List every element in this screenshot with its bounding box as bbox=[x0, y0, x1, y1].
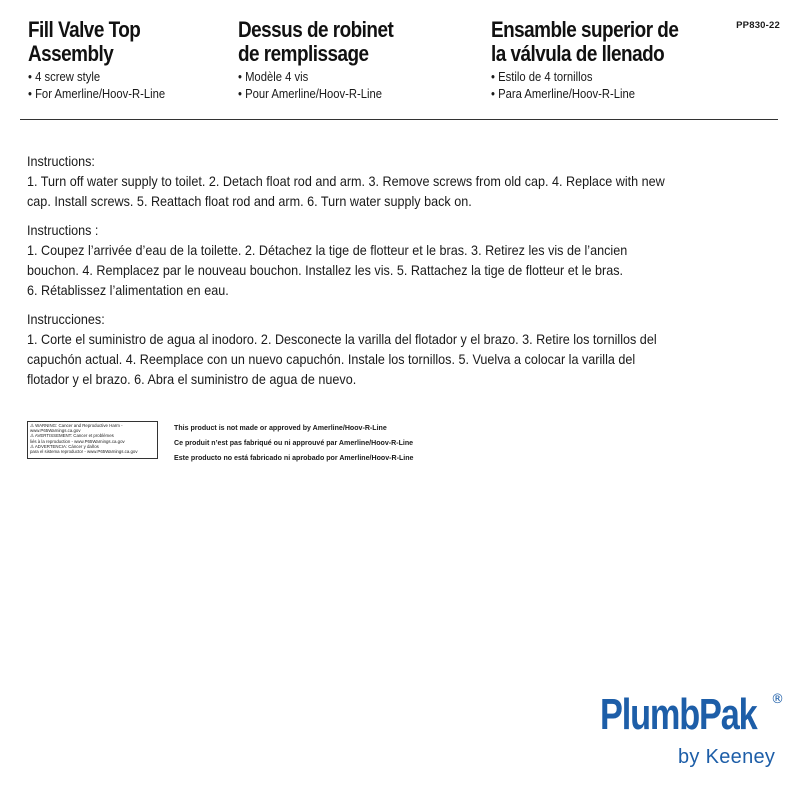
instructions-spanish bbox=[27, 309, 757, 389]
warning-line: liés à la reproduction - www.P65Warnings.ca.gov bbox=[30, 438, 125, 444]
warning-text: WARNING: Cancer and Reproductive Harm - bbox=[35, 423, 123, 428]
disclaimer-french: Ce produit n’est pas fabriqué ou ni approuvé par Amerline/Hoov-R-Line bbox=[174, 438, 414, 447]
bullet-item: • Para Amerline/Hoov-R-Line bbox=[491, 87, 635, 101]
prop65-warning-box bbox=[27, 421, 158, 459]
header-english bbox=[28, 18, 233, 103]
disclaimer-english: This product is not made or approved by Amerline/Hoov-R-Line bbox=[174, 423, 387, 432]
header-spanish bbox=[491, 18, 751, 103]
header-divider bbox=[20, 119, 778, 120]
bullet-item: • Estilo de 4 tornillos bbox=[491, 70, 593, 84]
product-code: PP830-22 bbox=[736, 20, 780, 31]
title-french-line1: Dessus de robinet bbox=[238, 17, 394, 42]
bullets-english bbox=[28, 69, 233, 103]
logo-pak: Pak bbox=[699, 690, 757, 739]
product-header bbox=[28, 18, 778, 118]
warning-text: AVERTISSEMENT: Cancer et problèmes bbox=[34, 433, 114, 439]
logo-wordmark bbox=[600, 690, 757, 740]
title-english-line1: Fill Valve Top bbox=[28, 17, 141, 42]
bullets-french bbox=[238, 69, 488, 103]
bullet-item: • Pour Amerline/Hoov-R-Line bbox=[238, 87, 382, 101]
instructions-text: 1. Corte el suministro de agua al inodoro. 2. Desconecte la varilla del flotador y el brazo. 3. Retire los tornillos del capuchón actual. 4. Reemplace con un nuevo capuchón. Instale los tornillos. 5. Vuelva a colocar la varilla del flotador y el brazo. 6. Abra el suministro de agua de nuevo. bbox=[27, 331, 657, 387]
title-french-line2: de remplissage bbox=[238, 41, 369, 66]
warning-triangle-icon: ⚠ bbox=[30, 443, 34, 449]
instructions-heading: Instrucciones: bbox=[27, 311, 105, 327]
plumbpak-logo bbox=[600, 690, 790, 780]
title-spanish-line2: la válvula de llenado bbox=[491, 41, 665, 66]
logo-byline: by Keeney bbox=[678, 746, 776, 768]
warning-text: ADVERTENCIA: Cáncer y daños bbox=[34, 443, 99, 449]
title-spanish-line1: Ensamble superior de bbox=[491, 17, 679, 42]
disclaimer-block bbox=[174, 420, 432, 465]
title-english-line2: Assembly bbox=[28, 41, 114, 66]
header-french bbox=[238, 18, 488, 103]
bullet-item: • Modèle 4 vis bbox=[238, 70, 309, 84]
bullets-spanish bbox=[491, 69, 751, 103]
instructions-heading: Instructions : bbox=[27, 222, 99, 238]
bullet-item: • 4 screw style bbox=[28, 70, 101, 84]
instructions-text: 1. Coupez l’arrivée d’eau de la toilette. 2. Détachez la tige de flotteur et le bras. 3. Retirez les vis de l’ancien bouchon. 4. Remplacez par le nouveau bouchon. Installez les vis. 5. Rattachez la tige de flotteur et le bras. 6. Rétablissez l’alimentation en eau. bbox=[27, 242, 628, 298]
registered-mark: ® bbox=[771, 692, 784, 707]
instructions-heading: Instructions: bbox=[27, 153, 95, 169]
warning-triangle-icon: ⚠ bbox=[30, 423, 34, 428]
instructions-english bbox=[27, 151, 757, 211]
disclaimer-spanish: Este producto no está fabricado ni aprobado por Amerline/Hoov-R-Line bbox=[174, 453, 414, 462]
instructions-section bbox=[27, 151, 757, 398]
bullet-item: • For Amerline/Hoov-R-Line bbox=[28, 87, 166, 101]
warning-line: www.P65Warnings.ca.gov bbox=[30, 428, 81, 434]
logo-plumb: Plumb bbox=[600, 690, 700, 739]
instructions-french bbox=[27, 220, 757, 300]
warning-triangle-icon: ⚠ bbox=[30, 433, 34, 439]
warning-line: para el sistema reproductor - www.P65Warnings.ca.gov bbox=[30, 449, 138, 455]
instructions-text: 1. Turn off water supply to toilet. 2. Detach float rod and arm. 3. Remove screws from old cap. 4. Replace with new cap. Install screws. 5. Reattach float rod and arm. 6. Turn water supply back on. bbox=[27, 173, 665, 209]
